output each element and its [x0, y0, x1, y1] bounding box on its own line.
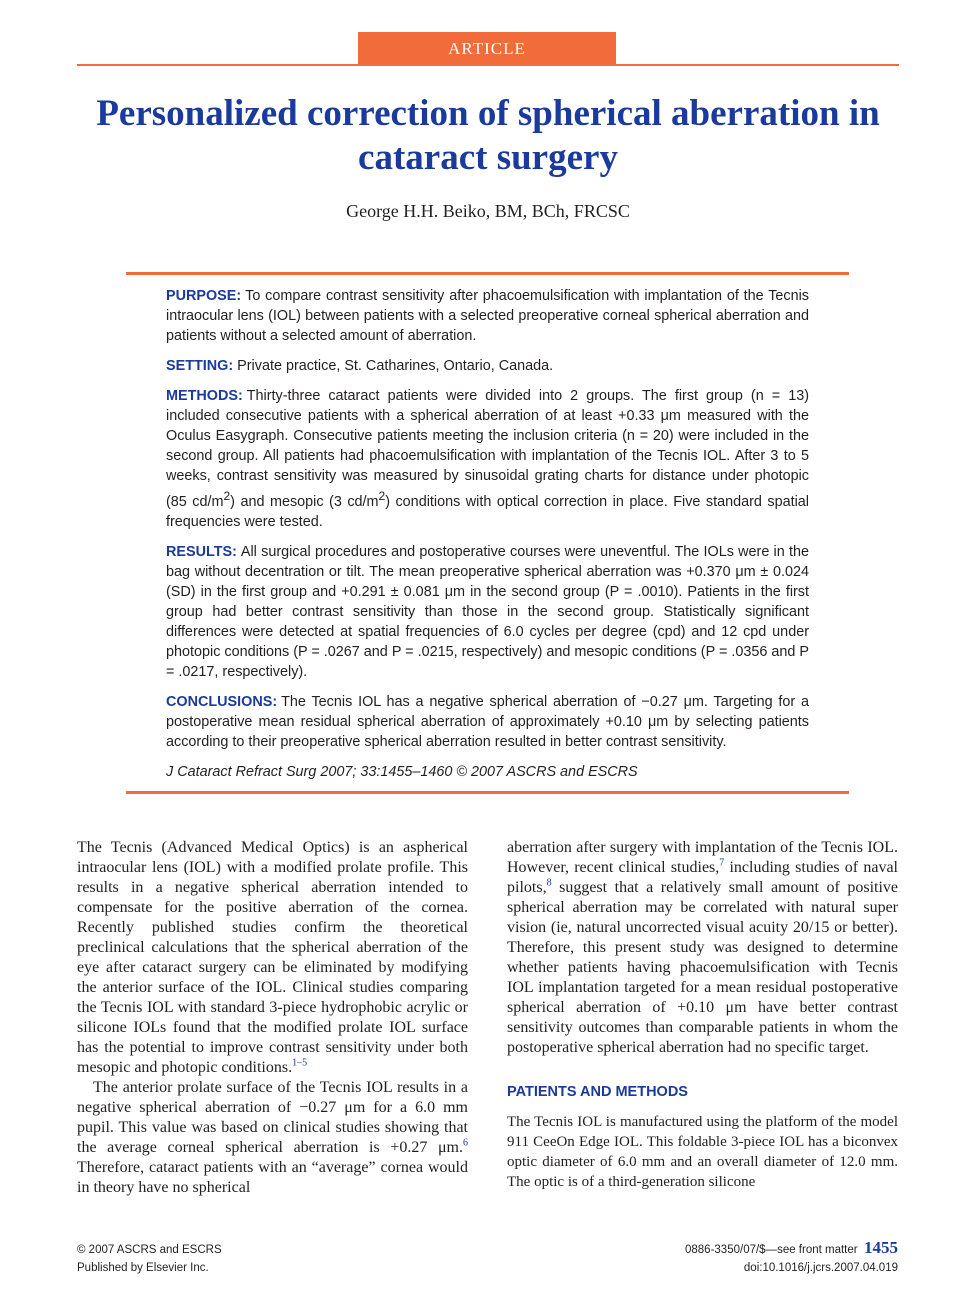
body-left-column: [77, 838, 468, 1198]
reference-link[interactable]: 1–5: [292, 1057, 308, 1069]
footer-publisher: Published by Elsevier Inc.: [77, 1262, 209, 1274]
conclusions-text: The Tecnis IOL has a negative spherical aberration of −0.27 μm. Targeting for a postoperative mean residual spherical aberration of approximately +0.10 μm by selecting patients according to their preoperative spherical aberration resulted in better contrast sensitivity.: [166, 693, 809, 750]
article-type-tag: ARTICLE: [358, 32, 616, 66]
right-paragraph-2: The Tecnis IOL is manufactured using the platform of the model 911 CeeOn Edge IOL. This foldable 3-piece IOL has a biconvex optic diameter of 6.0 mm and an overall diameter of 12.0 mm. The optic is of a third-generation silicone: [507, 1114, 898, 1190]
abstract: [166, 286, 809, 792]
footer-copyright: © 2007 ASCRS and ESCRS: [77, 1244, 222, 1256]
footer-doi[interactable]: doi:10.1016/j.jcrs.2007.04.019: [743, 1262, 898, 1274]
right-p1-text-a: aberration after surgery with implantation of the Tecnis IOL. However, recent clinical studies,: [507, 839, 898, 876]
purpose-label: PURPOSE:: [166, 288, 242, 304]
abstract-setting: [166, 356, 809, 376]
right-p1-text-c: suggest that a relatively small amount of positive spherical aberration may be correlated with natural super vision (ie, natural uncorrected visual acuity 20/15 or better). Therefore, this present study was designed to determine whether patients having phacoemulsification with Tecnis IOL implantation targeted for a mean residual postoperative spherical aberration of +0.10 μm have better contrast sensitivity outcomes than comparable patients in whom the postoperative spherical aberration had no specific target.: [507, 879, 898, 1056]
article-title: Personalized correction of spherical aberration in cataract surgery: [96, 93, 880, 178]
methods-text-b: ) and mesopic (3 cd/m: [230, 493, 379, 510]
abstract-results: [166, 542, 809, 682]
footer-left: [77, 1241, 222, 1277]
setting-text: Private practice, St. Catharines, Ontario, Canada.: [237, 358, 554, 374]
left-p2-text-a: The anterior prolate surface of the Tecnis IOL results in a negative spherical aberration of −0.27 μm for a 6.0 mm pupil. This value was based on clinical studies showing that the average corneal spherical aberration is +0.27 μm.: [77, 1079, 468, 1156]
footer-issn: 0886-3350/07/$—see front matter: [685, 1244, 858, 1256]
setting-label: SETTING:: [166, 358, 234, 374]
left-p2-text-b: Therefore, cataract patients with an “average” cornea would in theory have no spherical: [77, 1159, 468, 1196]
methods-sup-2: 2: [378, 489, 386, 503]
methods-label: METHODS:: [166, 388, 243, 404]
left-paragraph-2: [77, 1078, 468, 1198]
left-p1-text: The Tecnis (Advanced Medical Optics) is an aspherical intraocular lens (IOL) with a modified prolate profile. This results in a negative spherical aberration intended to compensate for the positive aberration of the cornea. Recently published studies confirm the theoretical preclinical calculations that the spherical aberration of the eye after cataract surgery can be eliminated by modifying the anterior surface of the IOL. Clinical studies comparing the Tecnis IOL with standard 3-piece hydrophobic acrylic or silicone IOLs found that the modified prolate IOL surface has the potential to improve contrast sensitivity under both mesopic and photopic conditions.: [77, 839, 468, 1076]
footer-right: [685, 1239, 898, 1277]
abstract-top-rule: [126, 272, 849, 275]
author-line: George H.H. Beiko, BM, BCh, FRCSC: [346, 201, 630, 221]
abstract-conclusions: [166, 692, 809, 752]
page-number: 1455: [864, 1238, 898, 1257]
methods-text-a: Thirty-three cataract patients were divided into 2 groups. The first group (n = 13) included consecutive patients with a spherical aberration of at least +0.33 μm measured with the Oculus Easygraph. Consecutive patients meeting the inclusion criteria (n = 20) were included in the second group. All patients had phacoemulsification with implantation of the Tecnis IOL. After 3 to 5 weeks, contrast sensitivity was measured by sinusoidal grating charts for distance under photopic (85 cd/m: [166, 388, 809, 510]
abstract-bottom-rule: [126, 791, 849, 794]
reference-link[interactable]: 7: [719, 857, 725, 869]
purpose-text: To compare contrast sensitivity after phacoemulsification with implantation of the Tecnis intraocular lens (IOL) between patients with a selected preoperative corneal spherical aberration and patients without a selected amount of aberration.: [166, 288, 809, 344]
conclusions-label: CONCLUSIONS:: [166, 693, 278, 710]
right-paragraph-1: [507, 838, 898, 1058]
reference-link[interactable]: 6: [463, 1137, 468, 1149]
body-right-column: [507, 838, 898, 1192]
journal-citation: J Cataract Refract Surg 2007; 33:1455–1460 © 2007 ASCRS and ESCRS: [166, 763, 638, 780]
reference-link[interactable]: 8: [546, 877, 552, 889]
right-p1-text-b: including studies of naval pilots,: [507, 859, 898, 896]
abstract-methods: [166, 386, 809, 532]
section-heading: PATIENTS AND METHODS: [507, 1084, 688, 1100]
methods-sup-1: 2: [223, 489, 231, 503]
abstract-purpose: [166, 286, 809, 346]
results-text: All surgical procedures and postoperative courses were uneventful. The IOLs were in the bag without decentration or tilt. The mean preoperative spherical aberration was +0.370 μm ± 0.024 (SD) in the first group and +0.291 ± 0.081 μm in the second group (P = .0010). Patients in the first group had better contrast sensitivity than those in the second group. Statistically significant differences were detected at spatial frequencies of 6.0 cycles per degree (cpd) and 12 cpd under photopic conditions (P = .0267 and P = .0215, respectively) and mesopic conditions (P = .0356 and P = .0217, respectively).: [166, 543, 809, 680]
left-paragraph-1: [77, 838, 468, 1078]
results-label: RESULTS:: [166, 543, 237, 560]
methods-text-c: ) conditions with optical correction in place. Five standard spatial frequencies were tested.: [166, 493, 809, 530]
